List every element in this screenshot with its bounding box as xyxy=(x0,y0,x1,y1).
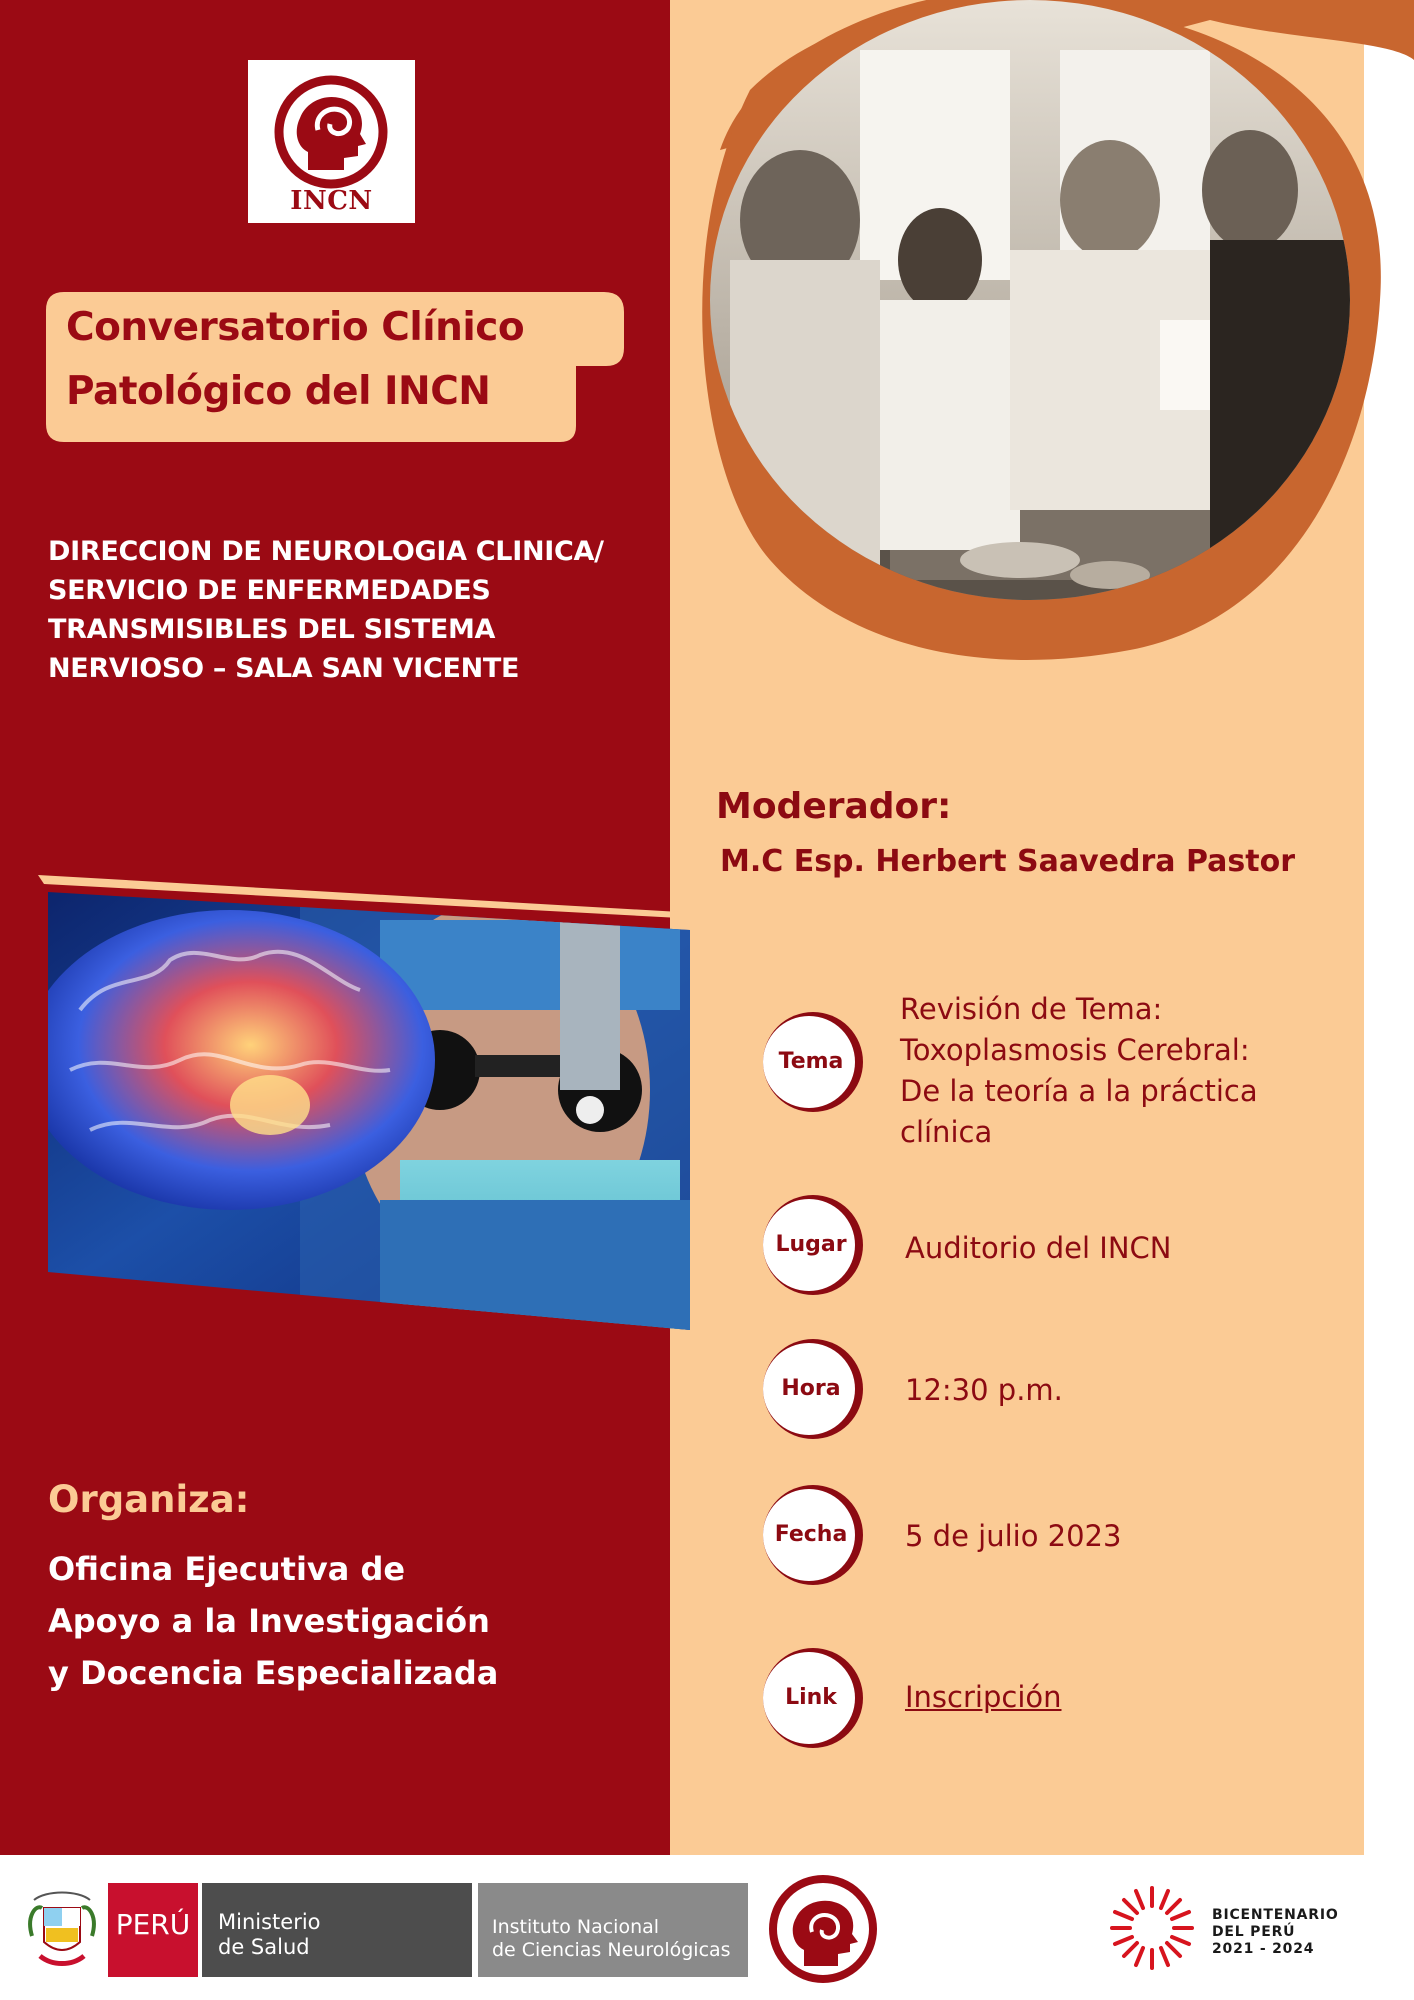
tema-line-1: Revisión de Tema: xyxy=(900,992,1163,1026)
incn-logo-icon xyxy=(248,60,415,190)
fecha-value: 5 de julio 2023 xyxy=(905,1519,1122,1553)
brain-surgeon-image xyxy=(0,860,690,1330)
bicentenario-line-1: BICENTENARIO xyxy=(1212,1907,1339,1923)
peru-coat-of-arms-icon xyxy=(26,1886,98,1976)
title-line-2: Patológico del INCN xyxy=(66,369,491,414)
institute-line-1: Instituto Nacional xyxy=(492,1916,660,1938)
ministry-line-2: de Salud xyxy=(218,1935,310,1959)
tema-label: Tema xyxy=(778,1049,844,1074)
bicentenario-line-3: 2021 - 2024 xyxy=(1212,1941,1315,1957)
organiza-label: Organiza: xyxy=(48,1478,250,1521)
logo-text: INCN xyxy=(290,186,373,216)
inscripcion-link[interactable]: Inscripción xyxy=(905,1680,1062,1714)
organizer-text xyxy=(48,1543,608,1699)
department-text: DIRECCION DE NEUROLOGIA CLINICA/ SERVICIO DE ENFERMEDADES TRANSMISIBLES DEL SISTEMA NERVIOSO – SALA SAN VICENTE xyxy=(48,536,604,684)
organizer-line-1: Oficina Ejecutiva de xyxy=(48,1550,406,1588)
link-label: Link xyxy=(785,1685,837,1710)
title-pill xyxy=(46,292,624,442)
organizer-line-3: y Docencia Especializada xyxy=(48,1654,499,1692)
ministry-text xyxy=(218,1910,321,1960)
hora-value: 12:30 p.m. xyxy=(905,1373,1063,1407)
moderator-label: Moderador: xyxy=(716,786,952,827)
bicentenario-text xyxy=(1212,1907,1339,1958)
hora-label: Hora xyxy=(781,1376,841,1401)
fecha-label: Fecha xyxy=(774,1522,848,1547)
vintage-doctors-photo xyxy=(690,0,1414,660)
lugar-value: Auditorio del INCN xyxy=(905,1231,1172,1265)
moderator-name: M.C Esp. Herbert Saavedra Pastor xyxy=(720,844,1296,879)
institute-line-2: de Ciencias Neurológicas xyxy=(492,1939,731,1961)
bicentenario-line-2: DEL PERÚ xyxy=(1212,1924,1296,1940)
lugar-label: Lugar xyxy=(775,1232,847,1257)
tema-line-2: Toxoplasmosis Cerebral: xyxy=(900,1033,1250,1067)
institute-text xyxy=(492,1916,731,1962)
incn-logo xyxy=(248,60,415,223)
tema-line-3: De la teoría a la práctica xyxy=(900,1074,1258,1108)
bicentenario-logo-icon xyxy=(1106,1882,1198,1974)
ministry-line-1: Ministerio xyxy=(218,1910,321,1934)
title-line-1: Conversatorio Clínico xyxy=(66,305,525,350)
organizer-line-2: Apoyo a la Investigación xyxy=(48,1602,490,1640)
incn-footer-logo-icon xyxy=(768,1874,878,1984)
tema-value xyxy=(900,989,1258,1153)
peru-text: PERÚ xyxy=(115,1908,191,1941)
tema-line-4: clínica xyxy=(900,1115,993,1149)
